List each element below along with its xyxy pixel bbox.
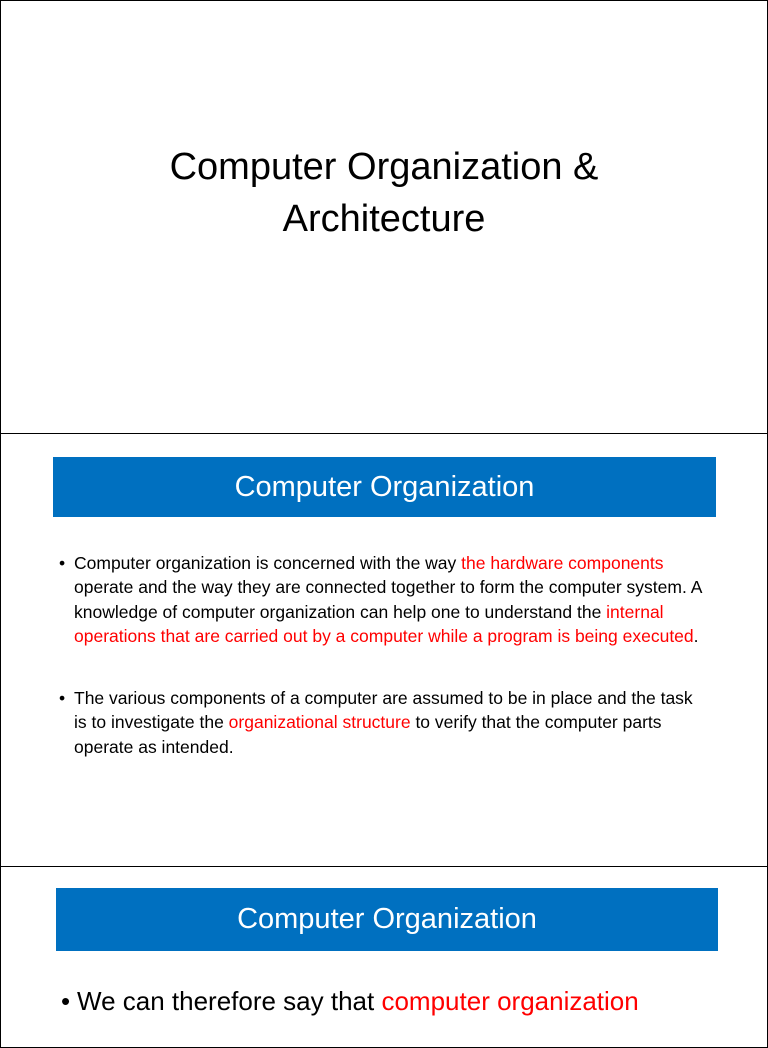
bullet-item — [59, 551, 709, 648]
title-line-1: Computer Organization & — [169, 146, 599, 188]
bullet-item — [61, 983, 761, 1019]
bullet-icon: • — [61, 986, 71, 1016]
bullet-item — [59, 686, 709, 759]
slide-banner: Computer Organization — [56, 888, 718, 951]
bullet-text: Computer organization is concerned with the way — [74, 553, 462, 573]
bullet-icon: • — [59, 688, 66, 709]
bullet-text: The various components of a computer are assumed to be in place and the task is to investigate the — [74, 688, 693, 733]
bullet-icon: • — [59, 553, 66, 573]
bullet-list — [61, 983, 761, 1019]
highlight-text: internal operations that are carried out by a computer while a program is being executed — [74, 601, 694, 646]
presentation-title — [1, 141, 767, 245]
bullet-list — [59, 551, 709, 797]
bullet-text: operate and the way they are connected together to form the computer system. A knowledge of computer organization can help one to understand the — [74, 577, 702, 622]
title-line-2: Architecture — [282, 198, 486, 240]
slide-title — [0, 0, 768, 434]
slide-computer-organization-2 — [0, 866, 768, 1048]
bullet-text: to verify that the computer parts operate as intended. — [74, 712, 662, 757]
slide-computer-organization — [0, 433, 768, 867]
slide-banner: Computer Organization — [53, 457, 716, 517]
highlight-text: organizational structure — [228, 712, 411, 733]
highlight-text: the hardware components — [461, 553, 664, 573]
bullet-text: We can therefore say that — [77, 986, 382, 1016]
highlight-text: computer organization — [381, 986, 639, 1016]
bullet-text: . — [693, 625, 699, 646]
